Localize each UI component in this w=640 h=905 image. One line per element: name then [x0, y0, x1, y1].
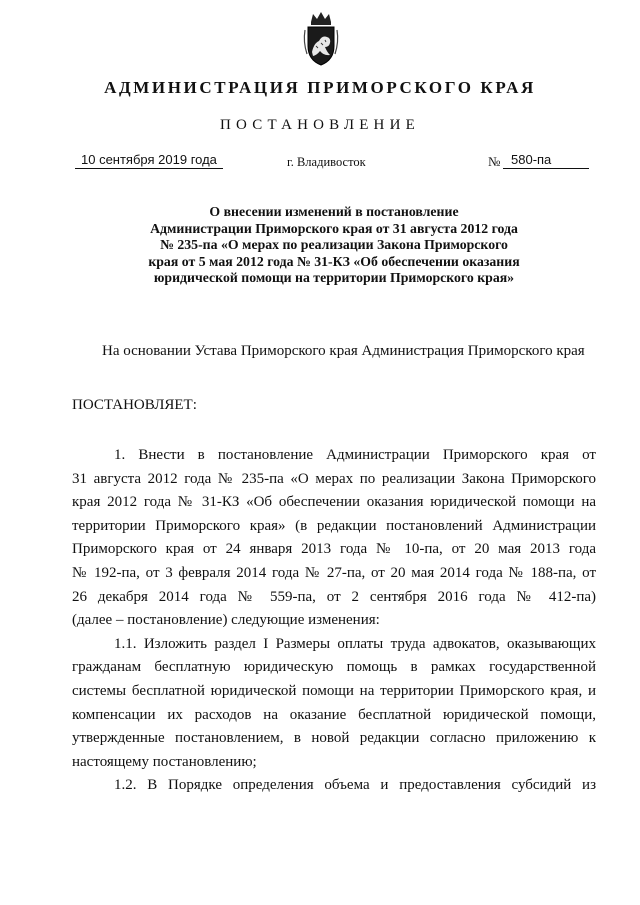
- title-line: Администрации Приморского края от 31 августа 2012 года: [150, 220, 518, 236]
- body-line: территории Приморского края» (в редакции постановлений Администрации: [72, 517, 596, 534]
- body-line: (далее – постановление) следующие изменения:: [72, 612, 380, 629]
- body-line: 26 декабря 2014 года № 559-па, от 2 сентября 2016 года № 412-па): [72, 588, 596, 605]
- document-title: [100, 204, 568, 287]
- document-date: 10 сентября 2019 года: [75, 152, 223, 169]
- body-line: гражданам бесплатную юридическую помощь в рамках государственной: [72, 659, 596, 676]
- body-line: 1.2. В Порядке определения объема и предоставления субсидий из: [114, 777, 596, 794]
- basis-paragraph: На основании Устава Приморского края Администрация Приморского края: [102, 343, 585, 359]
- body-line: 31 августа 2012 года № 235-па «О мерах по реализации Закона Приморского: [72, 470, 596, 487]
- resolves-heading: ПОСТАНОВЛЯЕТ:: [72, 397, 197, 413]
- title-line: № 235-па «О мерах по реализации Закона Приморского: [160, 237, 508, 253]
- number-sign: №: [488, 154, 501, 169]
- body-line: 1.1. Изложить раздел I Размеры оплаты труда адвокатов, оказывающих: [114, 635, 596, 652]
- body-line: системы бесплатной юридической помощи на территории Приморского края, и: [72, 682, 596, 699]
- title-line: края от 5 мая 2012 года № 31-КЗ «Об обеспечении оказания: [148, 253, 520, 269]
- body-line: 1. Внести в постановление Администрации Приморского края от: [114, 447, 596, 463]
- document-city: г. Владивосток: [287, 155, 366, 169]
- body-line: № 192-па, от 3 февраля 2014 года № 27-па, от 20 мая 2014 года № 188-па, от: [72, 564, 596, 581]
- tiger-crest-icon: [302, 10, 340, 68]
- document-body: [72, 444, 596, 798]
- title-line: юридической помощи на территории Приморского края»: [153, 270, 515, 286]
- document-number: 580-па: [503, 152, 589, 169]
- body-line: Приморского края от 24 января 2013 года № 10-па, от 20 мая 2013 года: [72, 541, 596, 558]
- body-line: компенсации их расходов на оказание бесплатной юридической помощи,: [72, 706, 596, 723]
- title-line: О внесении изменений в постановление: [209, 204, 459, 219]
- document-type: ПОСТАНОВЛЕНИЕ: [220, 117, 420, 133]
- body-line: утвержденные постановлением, в новой редакции согласно приложению к: [72, 730, 596, 747]
- body-line: края 2012 года № 31-КЗ «Об обеспечении оказания юридической помощи на: [72, 494, 596, 511]
- coat-of-arms-emblem: [302, 10, 340, 68]
- body-line: настоящему постановлению;: [72, 753, 257, 770]
- organization-name: АДМИНИСТРАЦИЯ ПРИМОРСКОГО КРАЯ: [104, 78, 536, 97]
